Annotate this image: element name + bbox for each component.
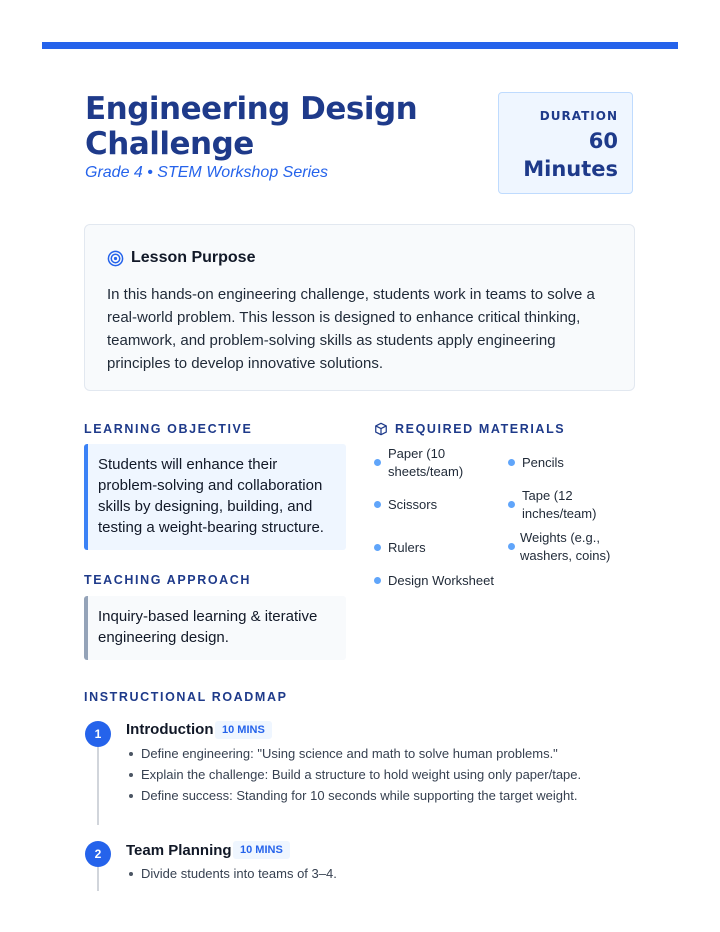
material-text: Design Worksheet	[388, 573, 494, 588]
page-subtitle: Grade 4 • STEM Workshop Series	[85, 164, 329, 181]
material-text: Weights (e.g., washers, coins)	[520, 530, 611, 563]
required-materials-heading	[374, 422, 565, 436]
list-item: Divide students into teams of 3–4.	[128, 863, 337, 884]
page-title: Engineering Design Challenge	[85, 91, 418, 162]
duration-unit: Minutes	[523, 157, 618, 181]
top-accent-bar	[42, 42, 678, 49]
bullet-dot	[374, 577, 381, 584]
lesson-purpose-card	[84, 224, 635, 391]
teaching-approach-box: Inquiry-based learning & iterative engineering design.	[84, 596, 346, 660]
lesson-purpose-text: In this hands-on engineering challenge, students work in teams to solve a real-world problem. This lesson is designed to enhance critical thinking, teamwork, and problem-solving skills as students apply engineering principles to develop innovative solutions.	[107, 286, 595, 372]
material-text: Tape (12 inches/team)	[522, 488, 597, 521]
target-icon	[107, 250, 124, 267]
bullet-dot	[374, 459, 381, 466]
bullet-dot	[374, 501, 381, 508]
lesson-purpose-heading	[107, 249, 612, 267]
learning-objective-label: LEARNING OBJECTIVE	[84, 422, 253, 436]
step-bullet-list	[128, 863, 337, 884]
lesson-purpose-title: Lesson Purpose	[131, 249, 256, 266]
teaching-approach-label: TEACHING APPROACH	[84, 573, 252, 587]
step-title: Team Planning	[126, 842, 232, 859]
material-text: Paper (10 sheets/team)	[388, 446, 464, 479]
learning-objective-box: Students will enhance their problem-solving and collaboration skills by designing, building, and testing a weight-bearing structure.	[84, 444, 346, 550]
material-text: Rulers	[388, 540, 426, 555]
material-text: Scissors	[388, 497, 438, 512]
bullet-dot	[508, 543, 515, 550]
instructional-roadmap-label: INSTRUCTIONAL ROADMAP	[84, 690, 288, 704]
material-text: Pencils	[522, 455, 564, 470]
bullet-dot	[374, 544, 381, 551]
duration-value: 60	[588, 129, 618, 153]
timeline-line	[97, 747, 99, 825]
step-duration-badge: 10 MINS	[233, 841, 290, 859]
timeline-line	[97, 867, 99, 891]
cube-icon	[374, 422, 388, 436]
required-materials-label: REQUIRED MATERIALS	[395, 422, 566, 436]
list-item: Define success: Standing for 10 seconds while supporting the target weight.	[128, 785, 581, 806]
step-number-badge: 2	[85, 841, 111, 867]
duration-card	[498, 92, 633, 194]
list-item: Explain the challenge: Build a structure to hold weight using only paper/tape.	[128, 764, 581, 785]
duration-label: DURATION	[539, 109, 618, 123]
bullet-dot	[508, 501, 515, 508]
step-duration-badge: 10 MINS	[215, 721, 272, 739]
step-number-badge: 1	[85, 721, 111, 747]
bullet-dot	[508, 459, 515, 466]
step-title: Introduction	[126, 721, 214, 738]
step-bullet-list	[128, 743, 581, 806]
list-item: Define engineering: "Using science and math to solve human problems."	[128, 743, 581, 764]
